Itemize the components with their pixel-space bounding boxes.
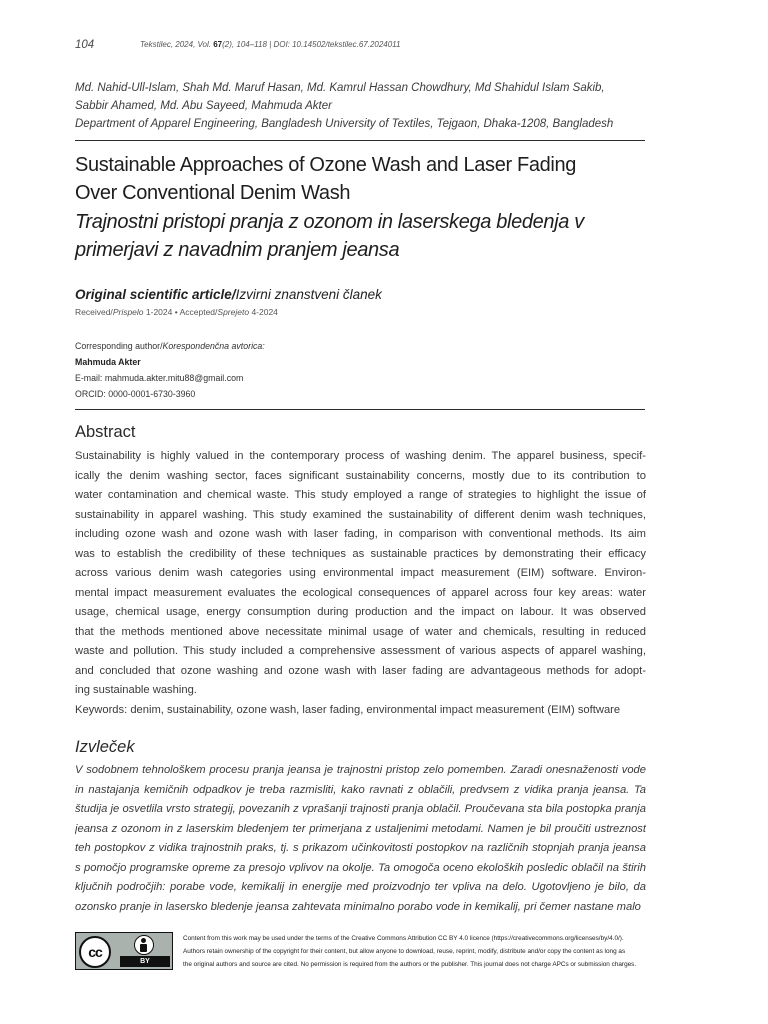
correspondence-block: [75, 338, 265, 402]
title-english-line-1: Sustainable Approaches of Ozone Wash and Laser Fading: [75, 154, 577, 176]
creative-commons-icon: cc: [79, 936, 111, 968]
izvlecek-line: V sodobnem tehnološkem procesu pranja jeansa je trajnostni pristop zelo pomemben. Zaradi onesnaženosti vode: [75, 764, 646, 776]
journal-volume: 67: [213, 40, 223, 49]
abstract-line: ing sustainable washing.: [75, 684, 197, 696]
keywords: [75, 701, 646, 721]
page-number: 104: [75, 39, 95, 51]
received-label-sl: Prispelo: [112, 307, 144, 317]
license-line-3: the original authors and source are cited. No permission is required from the authors or the publisher. This journal does not charge APCs or submission charges.: [183, 961, 637, 968]
accepted-label-sl: Sprejeto: [217, 307, 250, 317]
attribution-person-body: [140, 944, 147, 952]
izvlecek-line: ključnih področjih: porabe vode, kemikalij in energije med proizvodnjo ter vpliva na delo. Ugotovljeno je bilo, da: [75, 881, 646, 893]
received-label: Received/: [75, 307, 113, 317]
izvlecek-line: s pomočjo programske opreme za presojo vplivov na okolje. Ta omogoča oceno ekoloških posledic oblačil na štirih: [75, 861, 646, 874]
top-divider: [75, 140, 645, 141]
journal-citation: [140, 40, 401, 49]
author-affiliation: Department of Apparel Engineering, Bangladesh University of Textiles, Tejgaon, Dhaka-1208, Bangladesh: [75, 118, 614, 130]
correspondence-label-sl: Korespondenčna avtorica:: [162, 341, 265, 351]
attribution-person-head: [141, 938, 146, 943]
abstract-line: ically the denim washing sector, faces significant sustainability concerns, mostly due to its contribution to: [75, 469, 646, 482]
izvlecek-heading: Izvleček: [75, 738, 135, 756]
abstract-divider: [75, 409, 645, 410]
title-slovenian: [75, 208, 675, 264]
correspondence-name: Mahmuda Akter: [75, 357, 141, 367]
izvlecek-line: teh postopkov z vidika trajnostnih praks, tj. s prikazom učinkovitosti postopkov na različnih stopnjah pranja jeansa: [75, 842, 646, 854]
attribution-person-icon: [134, 935, 154, 955]
title-english: [75, 151, 675, 207]
title-english-line-2: Over Conventional Denim Wash: [75, 182, 351, 204]
abstract-line: Sustainability is highly valued in the contemporary process of washing denim. The apparel business, specif-: [75, 450, 646, 462]
journal-issue-doi: (2), 104–118 | DOI: 10.14502/tekstilec.67.2024011: [222, 40, 401, 49]
izvlecek-text: [75, 761, 646, 917]
attribution-block: [120, 935, 170, 967]
abstract-line: sustainability in apparel washing. This study examined the sustainability of different denim wash techniques,: [75, 508, 646, 521]
correspondence-label-line: [75, 338, 265, 354]
author-list-line-2: Sabbir Ahamed, Md. Abu Sayeed, Mahmuda Akter: [75, 100, 332, 112]
abstract-heading: Abstract: [75, 423, 136, 441]
article-type-slovenian: Izvirni znanstveni članek: [235, 287, 382, 302]
article-type: [75, 287, 382, 302]
article-type-english: Original scientific article/: [75, 287, 236, 302]
izvlecek-line: in nastajanja kemičnih odpadkov je treba razmisliti, kako ravnati z oblačili, predvsem z vidika pranja jeansa. Ta: [75, 783, 646, 796]
abstract-line: that the methods mentioned above necessitate minimal usage of water and chemicals, resulting in reduced: [75, 625, 646, 638]
abstract-line: across various denim wash categories using environmental impact measurement (EIM) software. Environ-: [75, 567, 646, 579]
license-text: [183, 932, 653, 971]
abstract-line: usage, chemical usage, energy consumption during production and the impact on labour. It was observed: [75, 606, 646, 618]
author-block: [75, 79, 655, 133]
license-line-1: Content from this work may be used under the terms of the Creative Commons Attribution CC BY 4.0 licence (https://creativecommons.org/licenses/by/4.0/).: [183, 935, 624, 942]
abstract-line: and concluded that ozone washing and ozone wash with laser fading are advantageous methods for adopt-: [75, 664, 646, 677]
izvlecek-line: jeansa z ozonom in z laserskim bledenjem ter primerjana z ustaljenimi metodami. Namen je bil proučiti ustreznost: [75, 822, 646, 835]
author-list-line-1: Md. Nahid-Ull-Islam, Shah Md. Maruf Hasan, Md. Kamrul Hassan Chowdhury, Md Shahidul Islam Sakib,: [75, 82, 605, 94]
abstract-text: [75, 447, 646, 701]
journal-name: Tekstilec, 2024, Vol.: [140, 40, 214, 49]
correspondence-label: Corresponding author/: [75, 341, 163, 351]
license-footer: [75, 932, 650, 972]
article-dates: [75, 307, 278, 317]
title-slovenian-line-2: primerjavi z navadnim pranjem jeansa: [75, 239, 400, 261]
izvlecek-line: ozonsko pranje in lasersko bledenje jeansa zahtevata minimalno porabo vode in kemikalij, pri čemer nastane malo: [75, 900, 641, 913]
running-head: [75, 39, 645, 53]
abstract-line: including ozone wash and ozone wash with laser fading, in comparison with conventional methods. Its aim: [75, 528, 646, 540]
cc-by-badge[interactable]: [75, 932, 173, 970]
correspondence-orcid[interactable]: ORCID: 0000-0001-6730-3960: [75, 389, 196, 399]
abstract-line: mental impact measurement evaluates the ecological consequences of apparel across four key areas: water: [75, 586, 646, 599]
abstract-line: was to establish the credibility of these techniques as sustainable practices by demonstrating their efficacy: [75, 547, 646, 560]
title-slovenian-line-1: Trajnostni pristopi pranja z ozonom in laserskega bledenja v: [75, 211, 584, 233]
by-label: BY: [120, 956, 170, 967]
keywords-line: Keywords: denim, sustainability, ozone wash, laser fading, environmental impact measurement (EIM) software: [75, 704, 621, 716]
accepted-value: 4-2024: [249, 307, 278, 317]
abstract-line: waste and pollution. This study included a comprehensive assessment of various aspects of apparel washing,: [75, 645, 646, 657]
correspondence-email[interactable]: E-mail: mahmuda.akter.mitu88@gmail.com: [75, 373, 244, 383]
received-accepted-value: 1-2024 • Accepted/: [143, 307, 218, 317]
izvlecek-line: študija je osvetlila vrsto strategij, povezanih z vprašanji trajnosti pranja oblačil. Proučevana sta bila postopka pranja: [75, 803, 646, 815]
license-line-2: Authors retain ownership of the copyright for their content, but allow anyone to download, reuse, reprint, modify, distribute and/or copy the content as long as: [183, 948, 626, 955]
abstract-line: water contamination and chemical waste. This study employed a range of strategies to highlight the issue of: [75, 489, 646, 501]
